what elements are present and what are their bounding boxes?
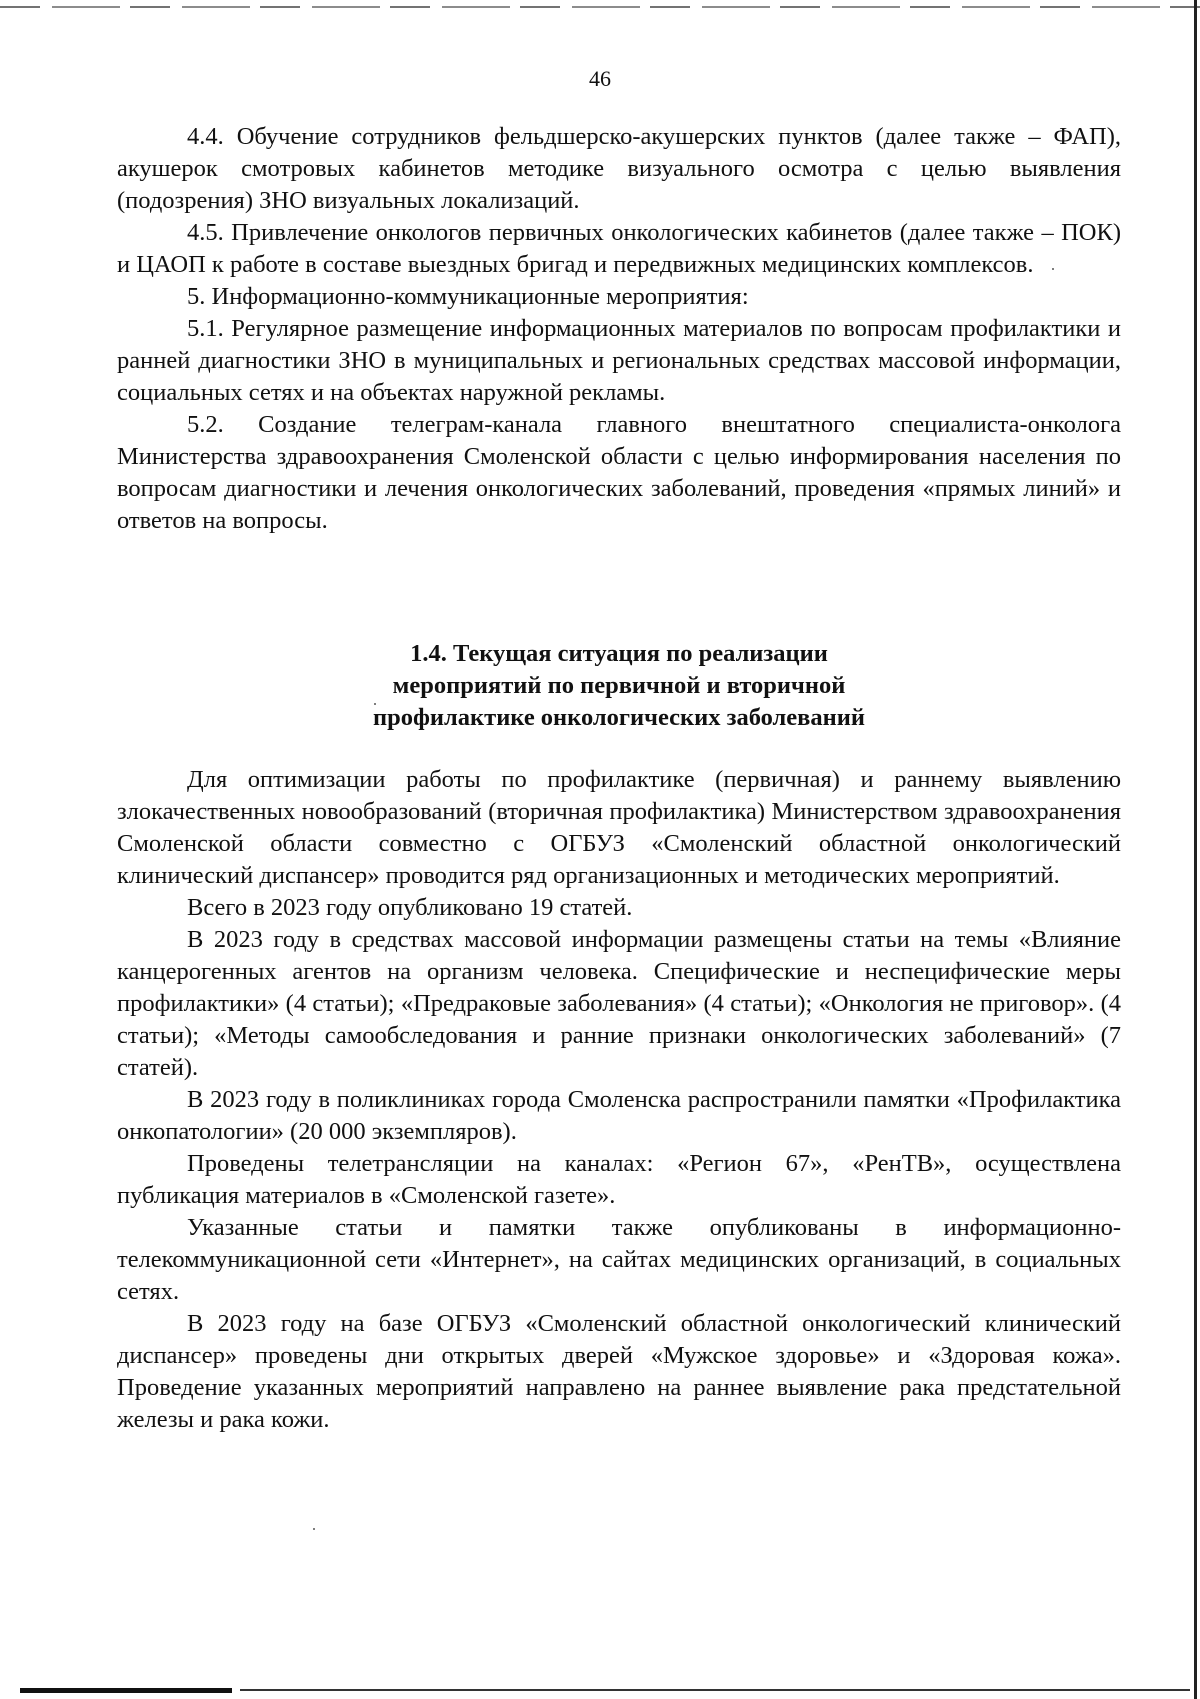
- scan-artifact-bottom-line: [240, 1689, 1190, 1691]
- section-heading-line: профилактике онкологических заболеваний: [372, 704, 866, 731]
- scan-speck: [313, 1528, 315, 1530]
- list-item-5-2: 5.2. Создание телеграм-канала главного внештатного специалиста-онколога Министерства здравоохранения Смоленской области с целью информирования населения по вопросам диагностики и лечения онкологических заболеваний, проведения «прямых линий» и ответов на вопросы.: [117, 411, 1121, 534]
- list-item-4-5: 4.5. Привлечение онкологов первичных онкологических кабинетов (далее также – ПОК) и ЦАОП к работе в составе выездных бригад и передвижных медицинских комплексов.: [117, 219, 1121, 278]
- scan-artifact-bottom-bar: [20, 1688, 232, 1693]
- list-items-block: [117, 121, 1121, 537]
- scan-artifact-right-edge: [1194, 0, 1197, 1699]
- scan-artifact-top: [0, 6, 1200, 8]
- body-paragraph: Всего в 2023 году опубликовано 19 статей.: [187, 894, 633, 921]
- body-paragraph: В 2023 году в поликлиниках города Смоленска распространили памятки «Профилактика онкопатологии» (20 000 экземпляров).: [117, 1086, 1121, 1145]
- body-paragraph: Указанные статьи и памятки также опубликованы в информационно-телекоммуникационной сети «Интернет», на сайтах медицинских организаций, в социальных сетях.: [117, 1214, 1121, 1305]
- section-body: [117, 764, 1121, 1436]
- body-paragraph: В 2023 году на базе ОГБУЗ «Смоленский областной онкологический клинический диспансер» проведены дни открытых дверей «Мужское здоровье» и «Здоровая кожа». Проведение указанных мероприятий направлено на раннее выявление рака предстательной железы и рака кожи.: [117, 1310, 1121, 1433]
- body-paragraph: Для оптимизации работы по профилактике (первичная) и раннему выявлению злокачественных новообразований (вторичная профилактика) Министерством здравоохранения Смоленской области совместно с ОГБУЗ «Смоленский областной онкологический клинический диспансер» проводится ряд организационных и методических мероприятий.: [117, 766, 1121, 889]
- list-item-4-4: 4.4. Обучение сотрудников фельдшерско-акушерских пунктов (далее также – ФАП), акушерок смотровых кабинетов методике визуального осмотра с целью выявления (подозрения) ЗНО визуальных локализаций.: [117, 123, 1121, 214]
- list-item-5: 5. Информационно-коммуникационные мероприятия:: [187, 283, 749, 310]
- list-item-5-1: 5.1. Регулярное размещение информационных материалов по вопросам профилактики и ранней диагностики ЗНО в муниципальных и региональных средствах массовой информации, социальных сетях и на объектах наружной рекламы.: [117, 315, 1121, 406]
- section-heading-line: 1.4. Текущая ситуация по реализации: [410, 640, 828, 667]
- page-number: 46: [589, 66, 611, 91]
- body-paragraph: Проведены телетрансляции на каналах: «Регион 67», «РенТВ», осуществлена публикация материалов в «Смоленской газете».: [117, 1150, 1121, 1209]
- body-paragraph: В 2023 году в средствах массовой информации размещены статьи на темы «Влияние канцерогенных агентов на организм человека. Специфические и неспецифические меры профилактики» (4 статьи); «Предраковые заболевания» (4 статьи); «Онкология не приговор». (4 статьи); «Методы самообследования и ранние признаки онкологических заболеваний» (7 статей).: [117, 926, 1121, 1081]
- section-heading: [117, 638, 1121, 734]
- section-heading-line: мероприятий по первичной и вторичной: [392, 672, 846, 699]
